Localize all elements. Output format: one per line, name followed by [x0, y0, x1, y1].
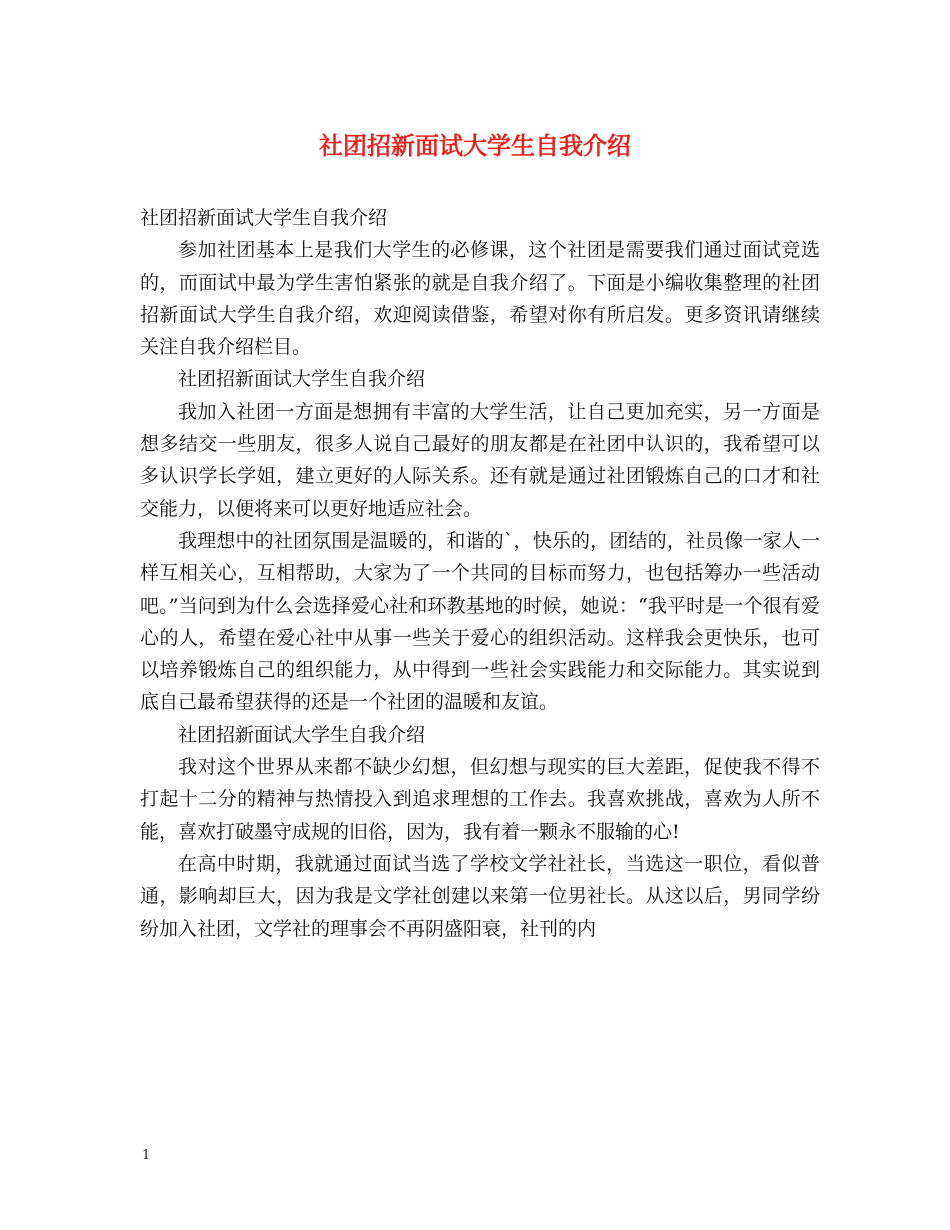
- paragraph-body-3: 我对这个世界从来都不缺少幻想，但幻想与现实的巨大差距，促使我不得不打起十二分的精神与热情投入到追求理想的工作去。我喜欢挑战，喜欢为人所不能，喜欢打破墨守成规的旧俗，因为，我有着一颗永不服输的心!: [140, 756, 820, 843]
- paragraph-body-4: 在高中时期，我就通过面试当选了学校文学社社长，当选这一职位，看似普通，影响却巨大，因为我是文学社创建以来第一位男社长。从这以后，男同学纷纷加入社团，文学社的理事会不再阴盛阳衰，社刊的内: [140, 852, 820, 940]
- paragraph-heading-3: 社团招新面试大学生自我介绍: [178, 723, 426, 746]
- paragraph-heading-1: 社团招新面试大学生自我介绍: [140, 207, 388, 229]
- paragraph-intro: 参加社团基本上是我们大学生的必修课，这个社团是需要我们通过面试竞选的，而面试中最为学生害怕紧张的就是自我介绍了。下面是小编收集整理的社团招新面试大学生自我介绍，欢迎阅读借鉴，希望对你有所启发。更多资讯请继续关注自我介绍栏目。: [140, 239, 820, 359]
- paragraph-body-1: 我加入社团一方面是想拥有丰富的大学生活，让自己更加充实，另一方面是想多结交一些朋友，很多人说自己最好的朋友都是在社团中认识的，我希望可以多认识学长学姐，建立更好的人际关系。还有就是通过社团锻炼自己的口才和社交能力，以便将来可以更好地适应社会。: [140, 400, 820, 520]
- paragraph-heading-2: 社团招新面试大学生自我介绍: [178, 368, 426, 391]
- document-title: 社团招新面试大学生自我介绍: [319, 131, 631, 160]
- paragraph-body-2: 我理想中的社团氛围是温暖的，和谐的`，快乐的，团结的，社员像一家人一样互相关心，互相帮助，大家为了一个共同的目标而努力，也包括筹办一些活动吧。”当问到为什么会选择爱心社和环教基地的时候，她说：“我平时是一个很有爱心的人，希望在爱心社中从事一些关于爱心的组织活动。这样我会更快乐，也可以培养锻炼自己的组织能力，从中得到一些社会实践能力和交际能力。其实说到底自己最希望获得的还是一个社团的温暖和友谊。: [140, 529, 820, 714]
- page-number: 1: [142, 1148, 151, 1163]
- document-body: [140, 202, 820, 945]
